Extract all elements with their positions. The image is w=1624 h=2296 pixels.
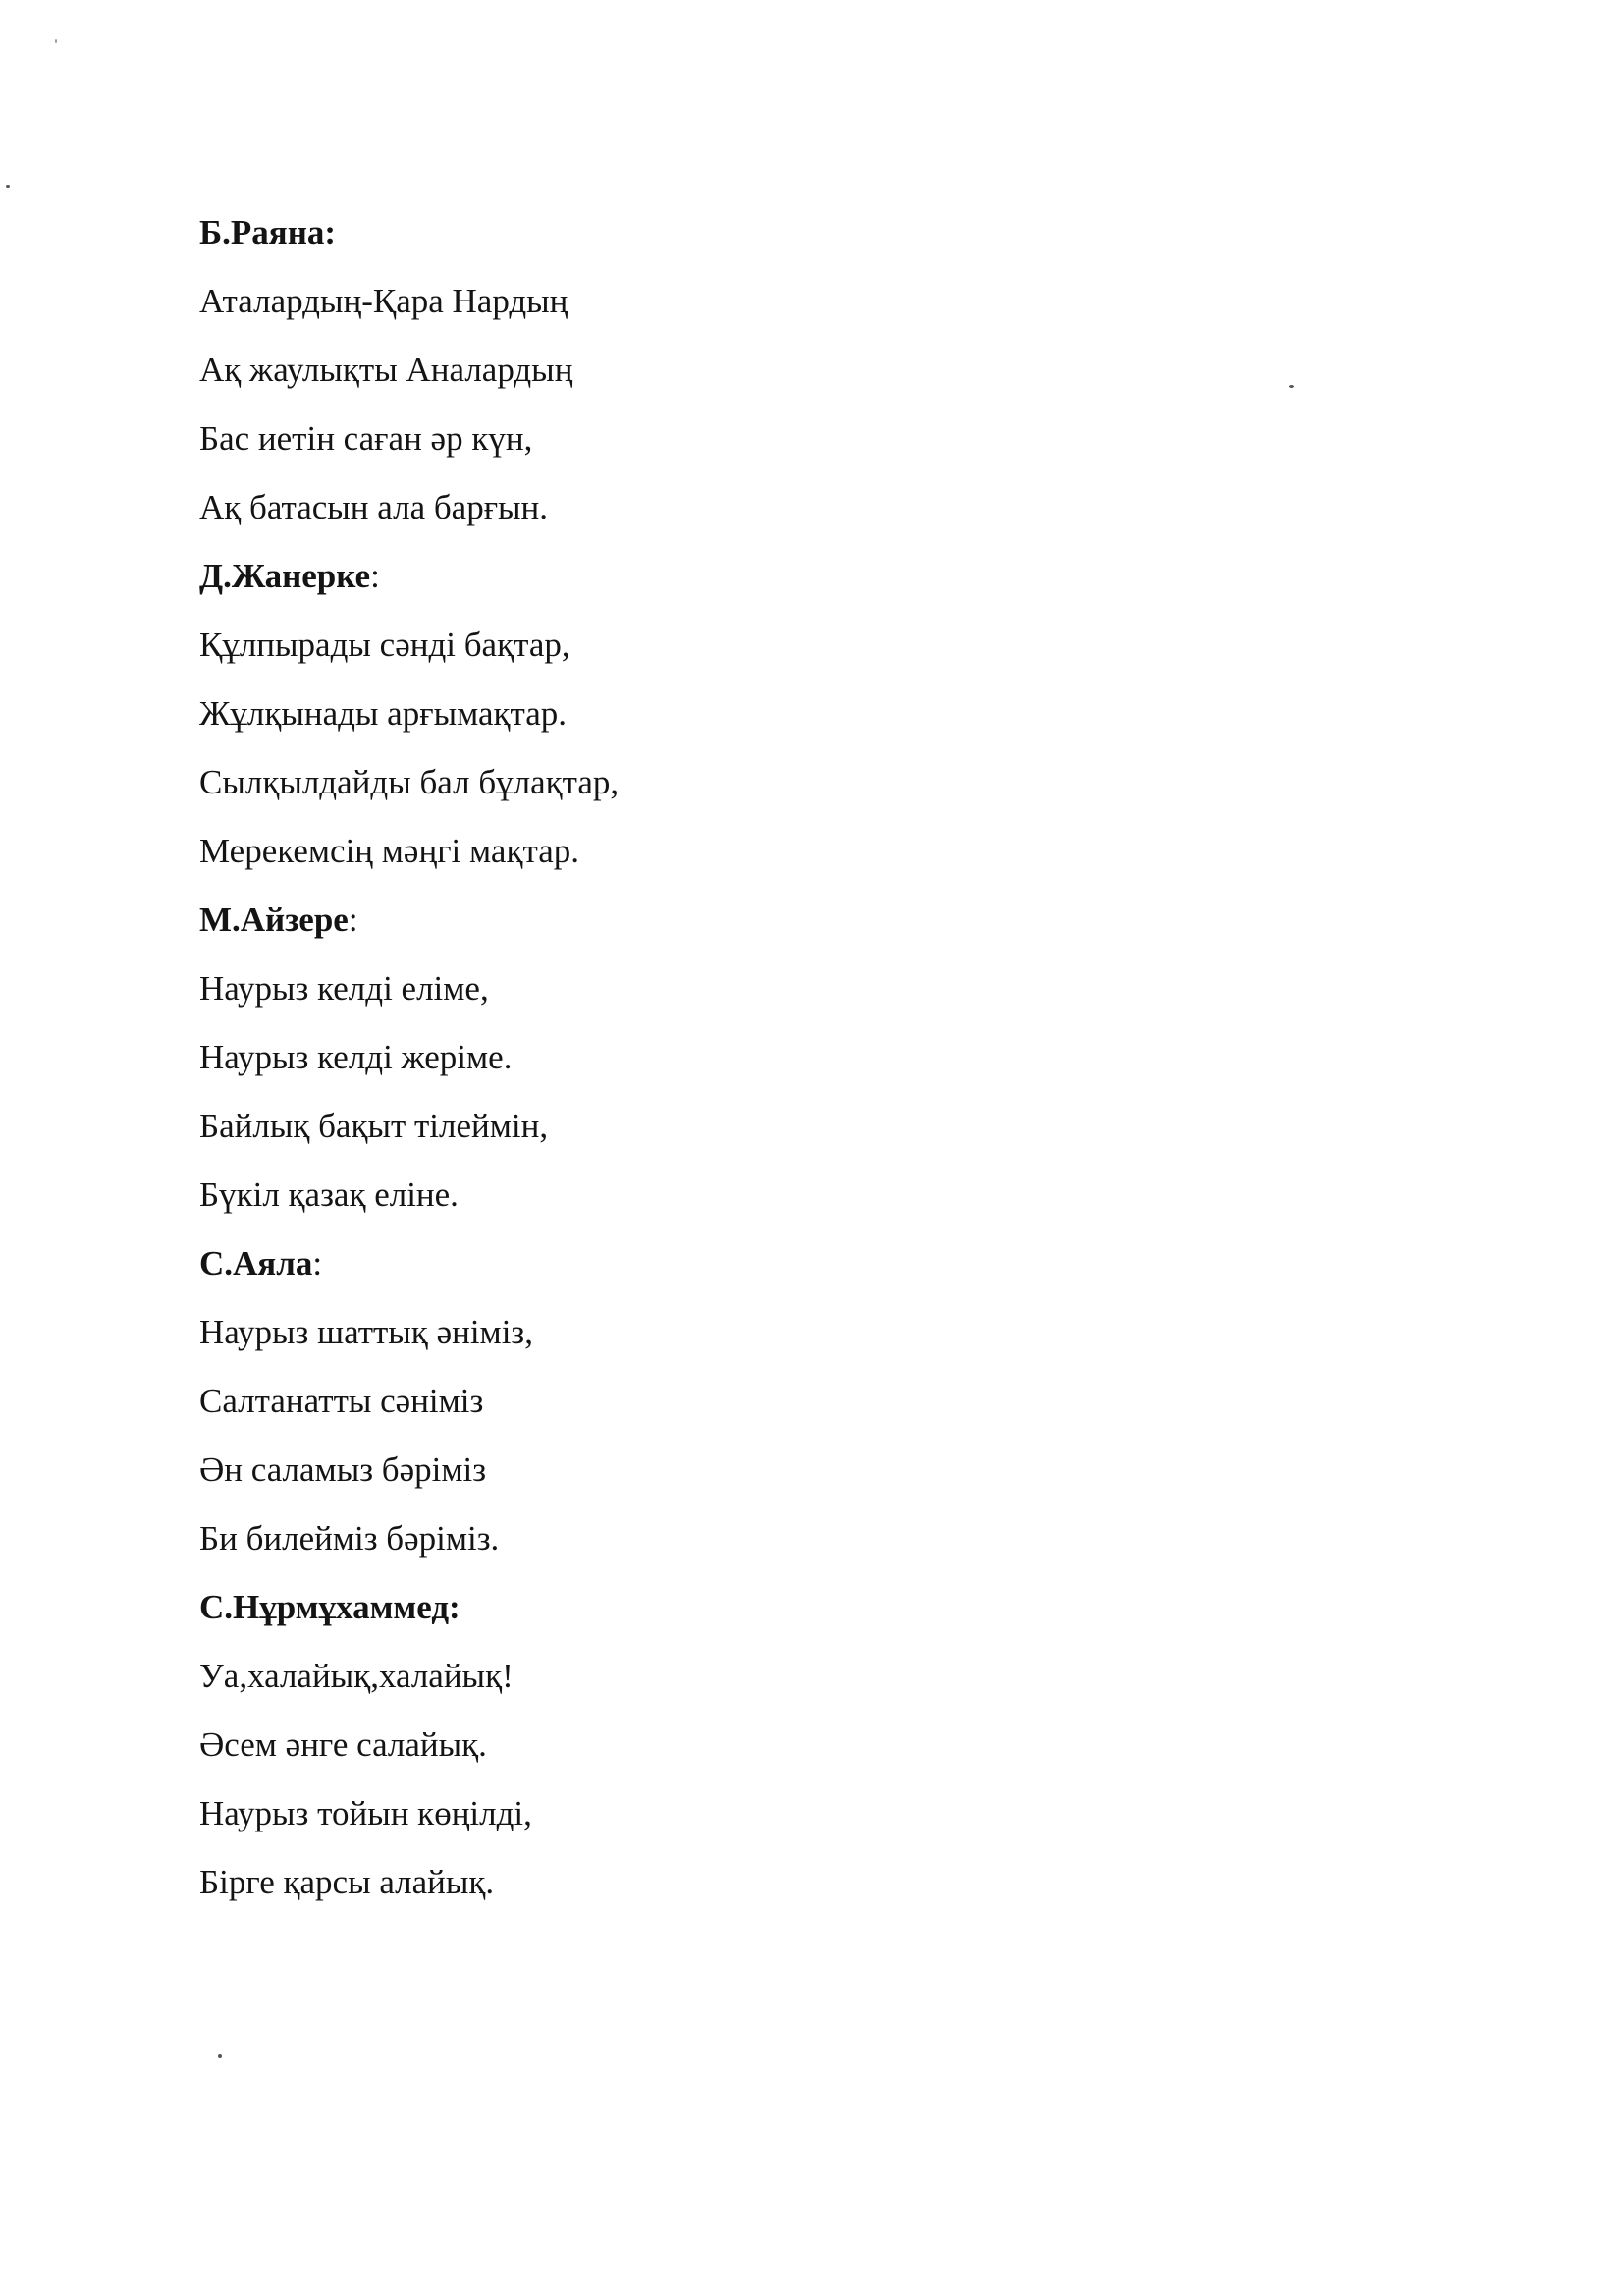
- scan-speck: [6, 185, 10, 188]
- verse-block: [199, 208, 1378, 552]
- verse-line: Байлық бақыт тілеймін,: [199, 1107, 549, 1145]
- verse-block: [199, 1239, 1378, 1583]
- speaker-colon: :: [324, 213, 337, 251]
- verse-line: Наурыз келді жеріме.: [199, 1038, 513, 1076]
- verse-line: Наурыз тойын көңілді,: [199, 1794, 532, 1832]
- verse-line: Наурыз шаттық әніміз,: [199, 1313, 534, 1351]
- speaker-name: [199, 552, 1378, 621]
- speaker-name: [199, 1583, 1378, 1652]
- speaker-label: М.Айзере: [199, 901, 349, 939]
- scan-speck: [218, 2054, 222, 2058]
- verse-line: Сылқылдайды бал бұлақтар,: [199, 763, 620, 801]
- speaker-colon: :: [449, 1588, 460, 1626]
- speaker-name: [199, 1239, 1378, 1308]
- verse-line: Аталардың-Қара Нардың: [199, 282, 568, 320]
- scan-speck: [55, 39, 57, 43]
- verse-line: Салтанатты сәніміз: [199, 1382, 484, 1420]
- speaker-colon: :: [348, 901, 358, 939]
- poem-content: [199, 208, 1378, 1927]
- verse-line: Ақ жаулықты Аналардың: [199, 351, 573, 389]
- speaker-label: Д.Жанерке: [199, 557, 371, 595]
- verse-line: Бірге қарсы алайық.: [199, 1863, 495, 1901]
- verse-line: Бас иетін саған әр күн,: [199, 419, 533, 458]
- speaker-label: Б.Раяна: [199, 213, 325, 251]
- speaker-colon: :: [370, 557, 380, 595]
- verse-line: Мерекемсің мәңгі мақтар.: [199, 832, 579, 870]
- speaker-colon: :: [312, 1244, 323, 1283]
- verse-line: Би билейміз бәріміз.: [199, 1519, 500, 1558]
- speaker-label: С.Нұрмұхаммед: [199, 1588, 450, 1626]
- verse-line: Бүкіл қазақ еліне.: [199, 1175, 459, 1214]
- verse-line: Ақ батасын ала барғын.: [199, 488, 549, 526]
- verse-block: [199, 896, 1378, 1239]
- speaker-name: [199, 208, 1378, 277]
- verse-line: Құлпырады сәнді бақтар,: [199, 626, 570, 664]
- verse-line: Наурыз келді еліме,: [199, 969, 489, 1008]
- verse-block: [199, 1583, 1378, 1927]
- verse-line: Әсем әнге салайық.: [199, 1725, 487, 1764]
- verse-block: [199, 552, 1378, 896]
- speaker-name: [199, 896, 1378, 964]
- speaker-label: С.Аяла: [199, 1244, 313, 1283]
- verse-line: Жұлқынады арғымақтар.: [199, 694, 568, 733]
- verse-line: Ән саламыз бәріміз: [199, 1450, 487, 1489]
- verse-line: Уа,халайық,халайық!: [199, 1657, 514, 1695]
